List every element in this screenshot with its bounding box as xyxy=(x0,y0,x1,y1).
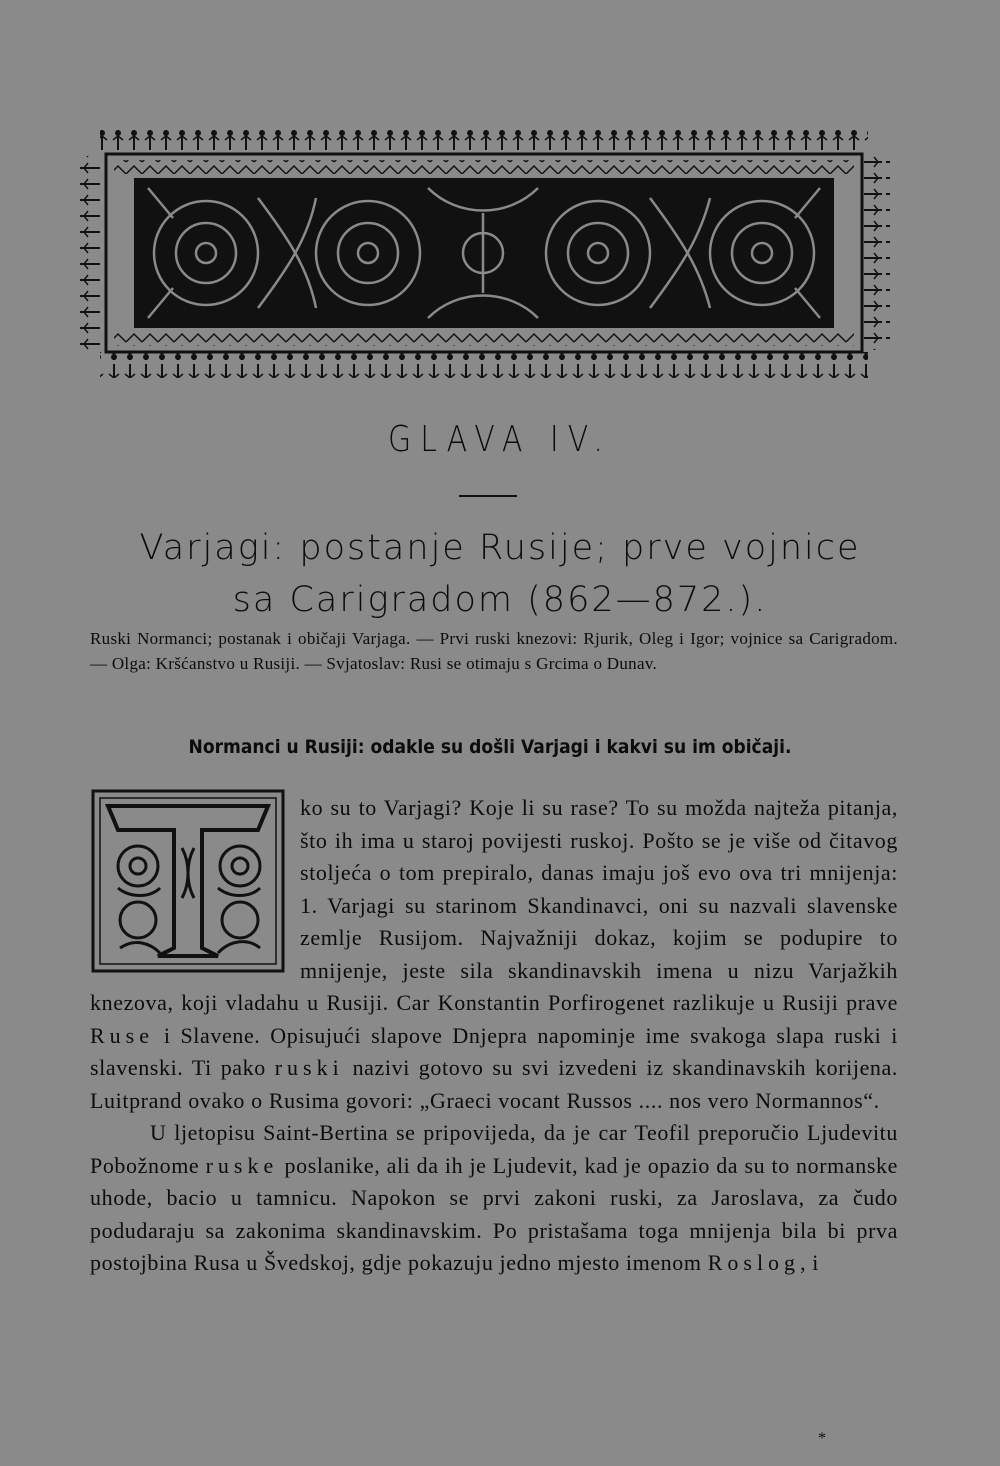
list-number: 1. xyxy=(300,892,318,918)
body-text xyxy=(90,792,898,1280)
chapter-title xyxy=(60,522,940,626)
title-divider-rule xyxy=(459,495,517,497)
emphasis-ruske: ruske xyxy=(205,1152,279,1178)
signature-mark: * xyxy=(818,1430,826,1447)
emphasis-roslog: Roslog xyxy=(707,1250,801,1275)
emphasis-ruse: Ruse xyxy=(90,1022,154,1048)
dropcap-initial xyxy=(90,788,286,974)
chapter-summary: Ruski Normanci; postanak i običaji Varjaga. — Prvi ruski knezovi: Rjurik, Oleg i Igor; vojnice sa Carigradom. — Olga: Kršćanstvo u Rusiji. — Svjatoslav: Rusi se otimaju s Grcima o Dunav. xyxy=(90,629,898,673)
emphasis-ruski: ruski xyxy=(274,1055,344,1080)
ornamental-headpiece xyxy=(78,128,890,378)
paragraph-1: ko su to Varjagi? Koje li su rase? To su možda najteža pitanja, što ih ima u staroj povijesti ruskoj. Pošto se je više od čitavog stoljeća o tom prepiralo, danas imaju još evo ova tri mnijenja: 1. Varjagi su starinom Skandinavci, oni su nazvali slavenske zemlje Rusijom. Najvažniji dokaz, kojim se podupire to mnijenje, jeste sila skandinavskih imena u nizu Varjažkih knezova, koji vladahu u Rusiji. Car Konstantin Porfirogenet razlikuje u Rusiji prave Ruse i Slavene. Opisujući slapove Dnjepra napominje ime svakoga slapa ruski i slavenski. Ti pako ruski nazivi gotovo su svi izvedeni iz skandinavskih korijena. Luitprand ovako o Rusima govori: „Graeci vocant Russos .... nos vero Normannos“. xyxy=(90,792,898,1117)
dropcap-letter-t-icon xyxy=(90,788,286,974)
section-heading: Normanci u Rusiji: odakle su došli Varjagi i kakvi su im običaji. xyxy=(188,736,792,758)
chapter-title-line-1: Varjagi: postanje Rusije; prve vojnice xyxy=(139,528,861,568)
chapter-number: GLAVA IV. xyxy=(388,418,612,461)
chapter-title-line-2: sa Carigradom (862—872.). xyxy=(232,580,768,620)
paragraph-2: U ljetopisu Saint-Bertina se pripovijeda, da je car Teofil preporučio Ljudevitu Pobožnome ruske poslanike, ali da ih je Ljudevit, kad je opazio da su to normanske uhode, bacio u tamnicu. Napokon se prvi zakoni ruski, za Jaroslava, za čudo podudaraju sa zakonima skandinavskim. Po pristašama toga mnijenja bila bi prva postojbina Rusa u Švedskoj, gdje pokazuju jedno mjesto imenom Roslog, i xyxy=(90,1120,898,1275)
